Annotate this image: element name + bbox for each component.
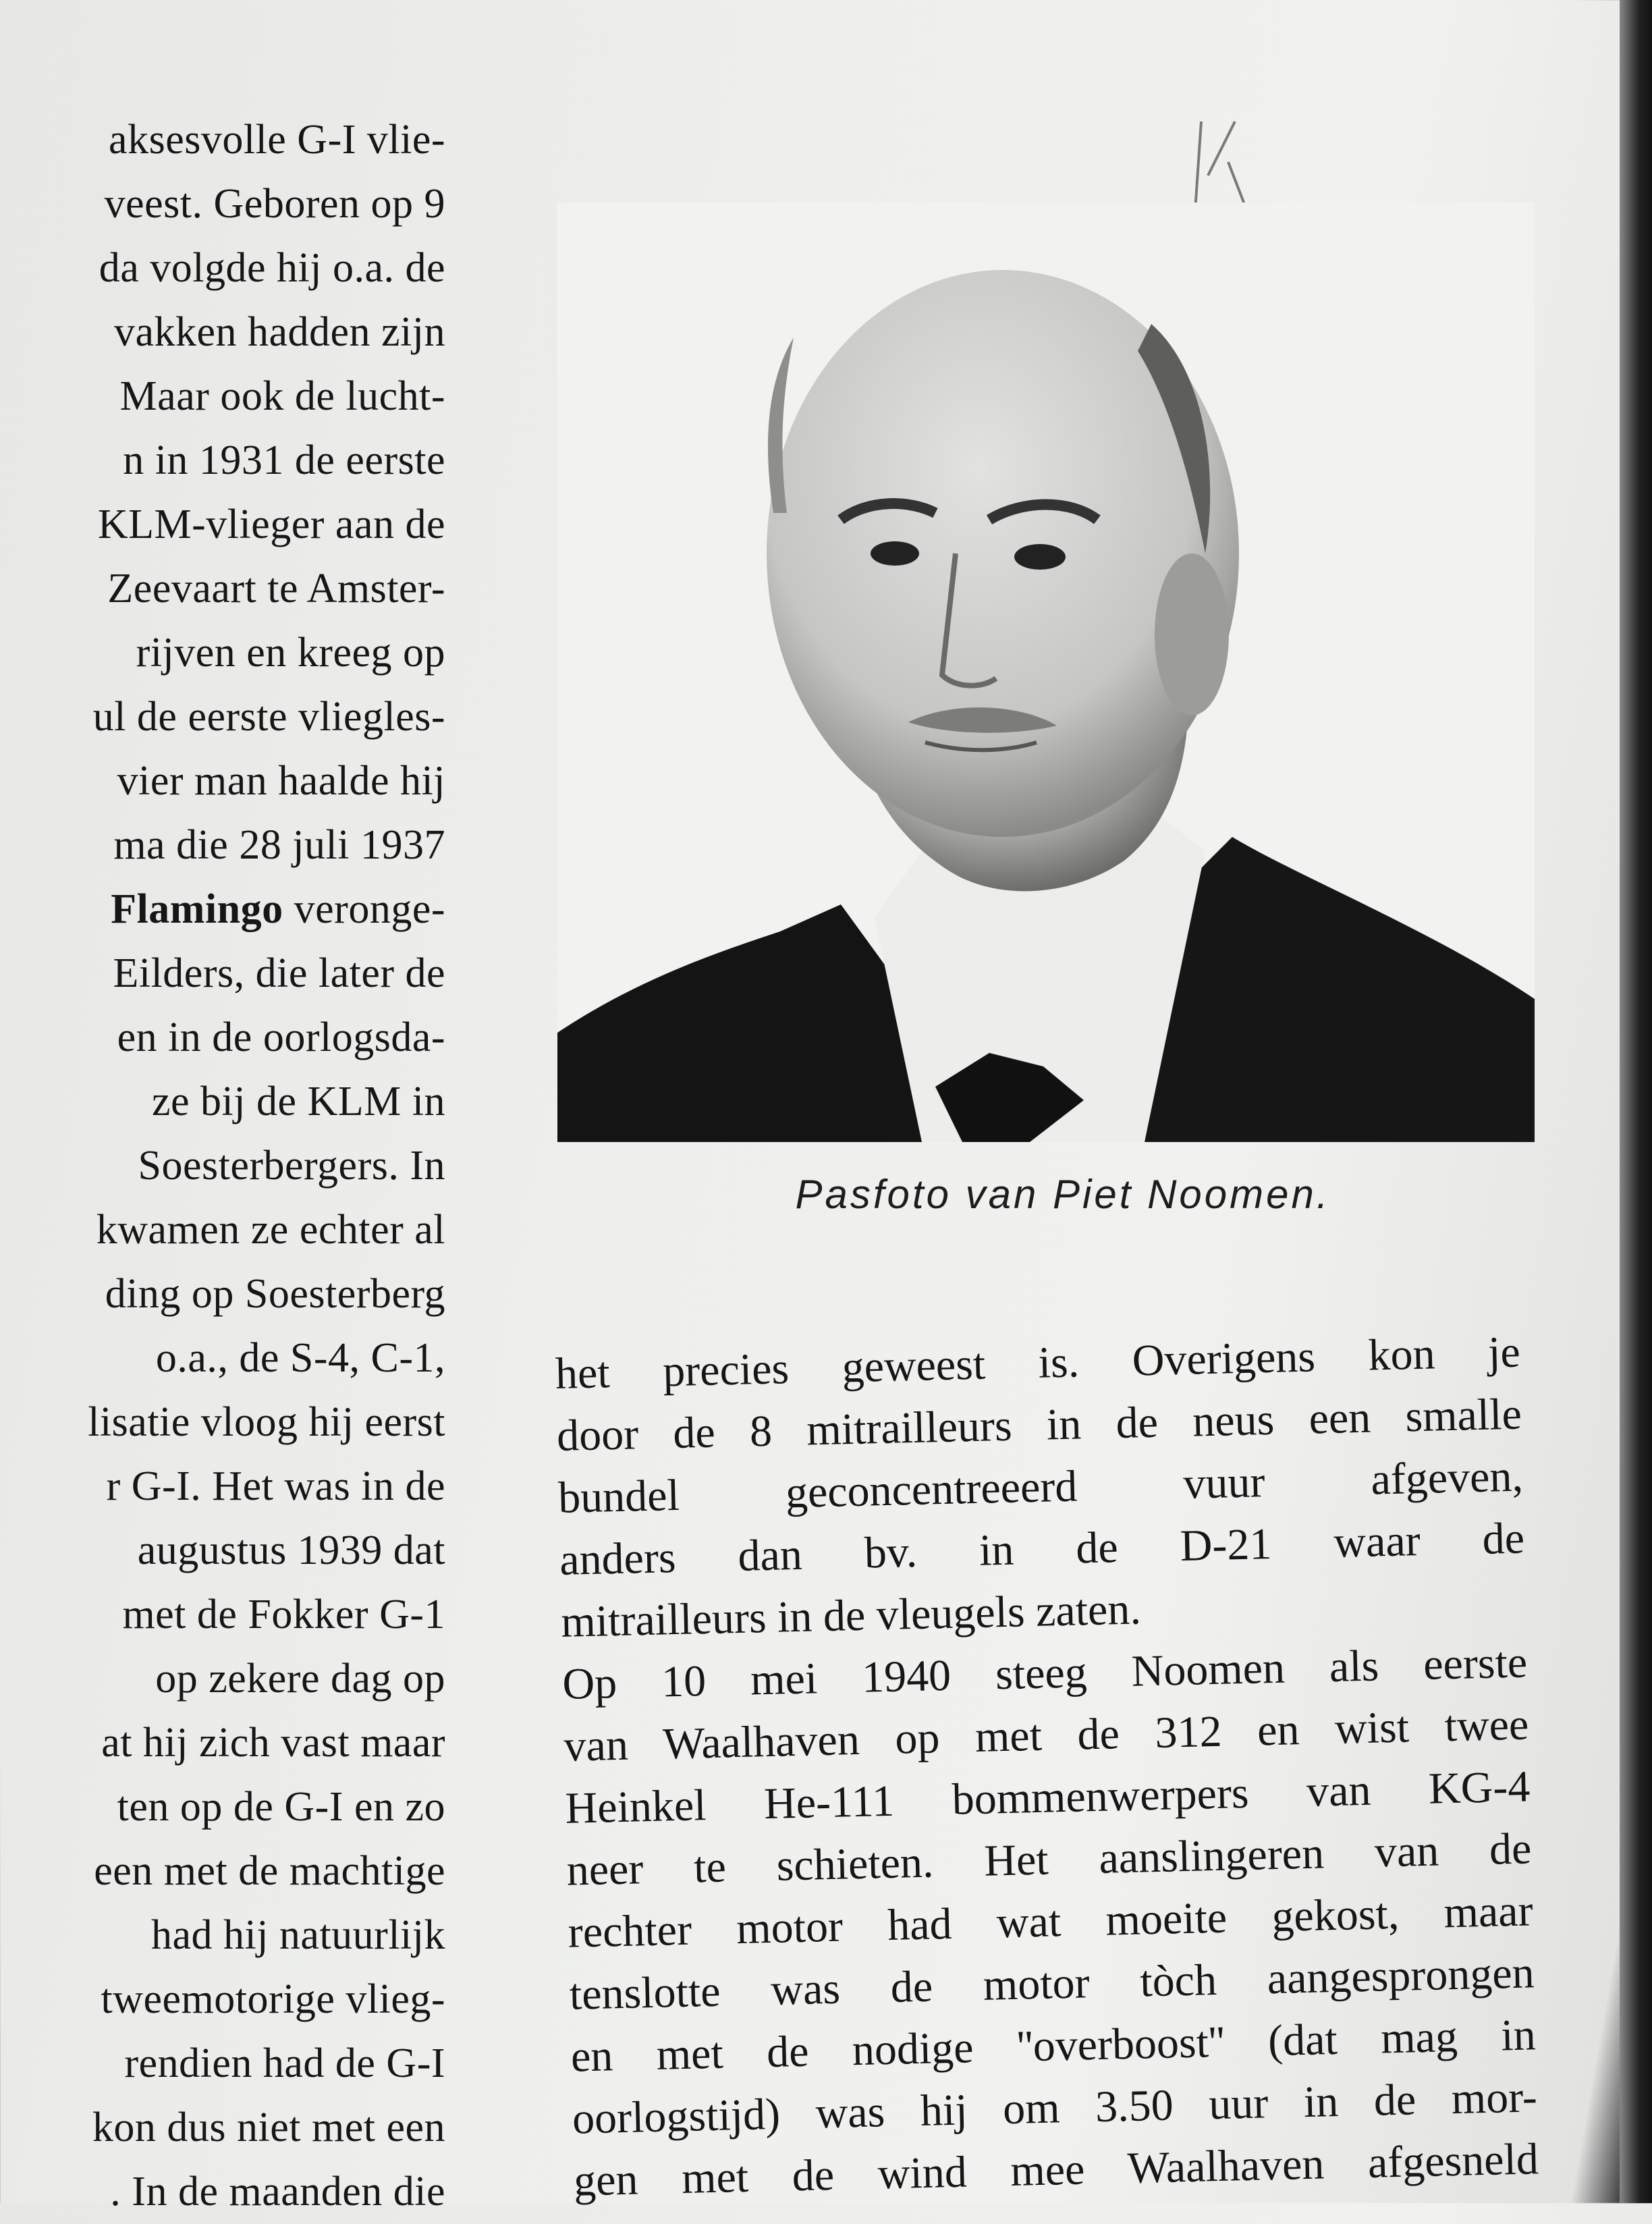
- text-line: oorlogstijd) was hij om 3.50 uur in de mor-: [572, 2072, 1538, 2144]
- text-line: vier man haalde hij: [117, 758, 445, 804]
- text-line: door de 8 mitrailleurs in de neus een smalle: [556, 1389, 1522, 1461]
- text-line: en in de oorlogsda-: [117, 1014, 445, 1060]
- text-line-flamingo: [0, 877, 445, 942]
- bold-word: Flamingo: [111, 886, 283, 932]
- text-line: da volgde hij o.a. de: [99, 245, 445, 291]
- text-line: o.a., de S-4, C-1,: [155, 1335, 445, 1381]
- text-line: rendien had de G-I: [124, 2040, 445, 2086]
- text-line: een met de machtige: [94, 1848, 445, 1894]
- portrait-illustration: [557, 202, 1535, 1142]
- text-line: van Waalhaven op met de 312 en wist twee: [563, 1700, 1530, 1771]
- text-line: ding op Soesterberg: [105, 1271, 445, 1317]
- text-line: Maar ook de lucht-: [119, 373, 445, 419]
- right-text-column: [555, 1322, 1539, 2213]
- text-line: gen met de wind mee Waalhaven afgesneld: [573, 2134, 1539, 2206]
- text-line: rijven en kreeg op: [136, 630, 445, 676]
- text-line: tenslotte was de motor tòch aangesprongen: [569, 1948, 1535, 2019]
- text-line: ul de eerste vliegles-: [92, 694, 445, 740]
- text-line: op zekere dag op: [155, 1656, 445, 1702]
- left-text-column: [0, 108, 445, 2224]
- text-line: met de Fokker G-1: [122, 1592, 445, 1637]
- text-line: bundel geconcentreeerd vuur afgeven,: [557, 1451, 1524, 1523]
- text-line: aksesvolle G-I vlie-: [109, 117, 445, 163]
- text-line: en met de nodige ''overboost'' (dat mag in: [570, 2010, 1537, 2082]
- book-spine-shadow: [1620, 0, 1652, 2203]
- text-line: Op 10 mei 1940 steeg Noomen als eerste: [561, 1637, 1528, 1709]
- text-line: vakken hadden zijn: [113, 309, 445, 355]
- text-line: mitrailleurs in de vleugels zaten.: [560, 1584, 1142, 1647]
- text-line: kon dus niet met een: [92, 2105, 445, 2150]
- text-fragment: veronge-: [283, 886, 445, 932]
- text-line: had hij natuurlijk: [150, 1912, 445, 1958]
- text-line: neer te schieten. Het aanslingeren van de: [566, 1824, 1533, 1895]
- text-line: anders dan bv. in de D-21 waar de: [559, 1513, 1525, 1585]
- text-line: KLM-vlieger aan de: [97, 501, 445, 547]
- text-line: Soesterbergers. In: [138, 1143, 445, 1189]
- text-line: ma die 28 juli 1937: [113, 822, 445, 868]
- text-line: ten op de G-I en zo: [117, 1784, 445, 1830]
- text-line: lisatie vloog hij eerst: [88, 1399, 445, 1445]
- text-line: Zeevaart te Amster-: [107, 566, 445, 612]
- text-line: r G-I. Het was in de: [106, 1463, 445, 1509]
- text-line: augustus 1939 dat: [137, 1527, 445, 1573]
- text-line: ze bij de KLM in: [151, 1079, 445, 1124]
- text-line: at hij zich vast maar: [101, 1720, 445, 1766]
- text-line: n in 1931 de eerste: [123, 437, 445, 483]
- portrait-photo: [557, 202, 1535, 1142]
- text-line: rechter motor had wat moeite gekost, maar: [567, 1886, 1534, 1957]
- text-line: tweemotorige vlieg-: [101, 1976, 445, 2022]
- text-line: Heinkel He-111 bommenwerpers van KG-4: [564, 1762, 1531, 1833]
- text-line: Eilders, die later de: [113, 950, 445, 996]
- text-line: kwamen ze echter al: [96, 1207, 445, 1253]
- text-line: het precies geweest is. Overigens kon je: [555, 1327, 1521, 1399]
- photo-caption: Pasfoto van Piet Noomen.: [795, 1172, 1331, 1217]
- text-line: . In de maanden die: [110, 2169, 445, 2215]
- text-line: veest. Geboren op 9: [104, 181, 445, 227]
